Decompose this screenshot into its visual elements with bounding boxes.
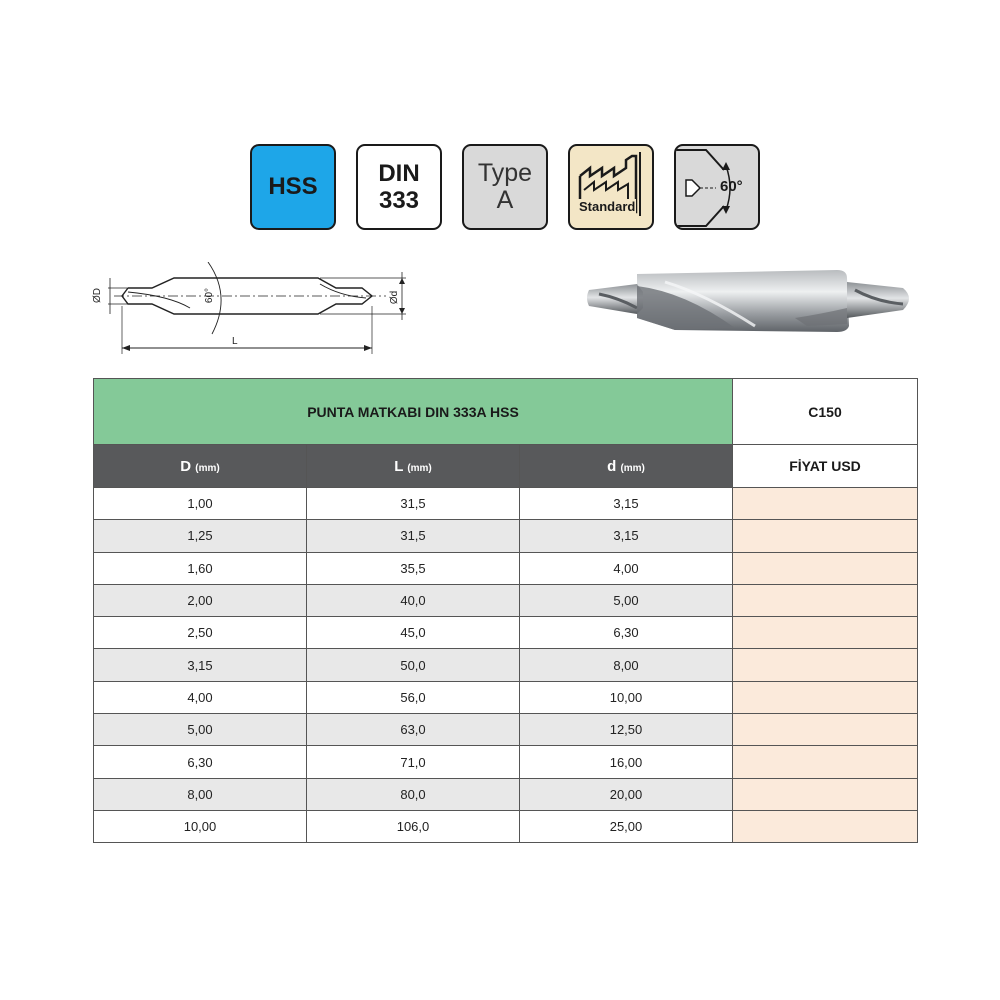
angle-badge-label: 60° [720,178,743,195]
table-row [94,746,918,778]
cell-L: 106,0 [307,810,520,842]
technical-drawing [90,262,420,358]
cell-L: 71,0 [307,746,520,778]
cell-d: 10,00 [520,681,733,713]
cell-price [733,584,918,616]
length-L-label: L [232,336,238,347]
column-header-L-unit: (mm) [407,462,432,474]
column-header-L [307,445,520,488]
cell-D: 4,00 [94,681,307,713]
cell-d: 20,00 [520,778,733,810]
standard-badge [568,144,654,230]
table-row [94,552,918,584]
table-row [94,681,918,713]
center-drill-drawing-icon [90,262,420,358]
column-header-D-unit: (mm) [195,462,220,474]
cell-D: 3,15 [94,649,307,681]
type-badge-line1: Type [477,159,533,187]
cell-D: 1,00 [94,488,307,520]
center-drill-photo-icon [585,268,920,336]
cell-d: 6,30 [520,617,733,649]
countersink-angle-icon [676,146,760,230]
cell-d: 3,15 [520,488,733,520]
table-row [94,649,918,681]
cell-D: 2,50 [94,617,307,649]
cell-D: 6,30 [94,746,307,778]
cell-d: 3,15 [520,520,733,552]
diameter-d-label: Ød [389,290,401,305]
hss-badge [250,144,336,230]
cell-L: 63,0 [307,714,520,746]
cell-L: 45,0 [307,617,520,649]
standard-badge-label: Standard [579,199,636,214]
cell-L: 50,0 [307,649,520,681]
table-title: PUNTA MATKABI DIN 333A HSS [94,379,733,445]
cell-d: 16,00 [520,746,733,778]
cell-price [733,488,918,520]
column-header-d-label: d [607,457,617,475]
table-row [94,778,918,810]
cell-price [733,681,918,713]
type-badge [462,144,548,230]
cell-price [733,520,918,552]
column-header-D [94,445,307,488]
table-row [94,617,918,649]
cell-L: 35,5 [307,552,520,584]
cell-price [733,778,918,810]
cell-price [733,746,918,778]
cell-price [733,552,918,584]
din-badge [356,144,442,230]
cell-L: 31,5 [307,488,520,520]
table-row [94,714,918,746]
cell-D: 1,60 [94,552,307,584]
center-drill-photo [585,268,920,336]
cell-price [733,649,918,681]
column-header-d-unit: (mm) [620,462,645,474]
cell-price [733,617,918,649]
cell-D: 2,00 [94,584,307,616]
hss-badge-label: HSS [268,173,318,200]
cell-D: 5,00 [94,714,307,746]
din-badge-line1: DIN [378,160,420,187]
cell-d: 12,50 [520,714,733,746]
type-badge-line2: A [496,186,514,214]
cell-price [733,810,918,842]
cell-d: 25,00 [520,810,733,842]
column-header-D-label: D [180,457,192,475]
column-header-price: FİYAT USD [733,445,918,488]
cell-d: 8,00 [520,649,733,681]
cell-L: 40,0 [307,584,520,616]
cell-L: 31,5 [307,520,520,552]
diameter-D-label: ØD [92,288,103,303]
cell-D: 10,00 [94,810,307,842]
table-row [94,584,918,616]
cell-L: 80,0 [307,778,520,810]
angle-badge [674,144,760,230]
cell-D: 8,00 [94,778,307,810]
table-row [94,810,918,842]
cell-d: 5,00 [520,584,733,616]
feature-badges [250,144,762,234]
factory-icon [570,146,654,230]
cell-L: 56,0 [307,681,520,713]
cell-price [733,714,918,746]
product-code: C150 [733,379,918,445]
price-table [93,378,918,843]
angle-label: 60° [204,287,216,304]
table-row [94,520,918,552]
column-header-d [520,445,733,488]
din-badge-line2: 333 [378,187,420,214]
column-header-L-label: L [394,457,404,475]
cell-d: 4,00 [520,552,733,584]
cell-D: 1,25 [94,520,307,552]
table-row [94,488,918,520]
